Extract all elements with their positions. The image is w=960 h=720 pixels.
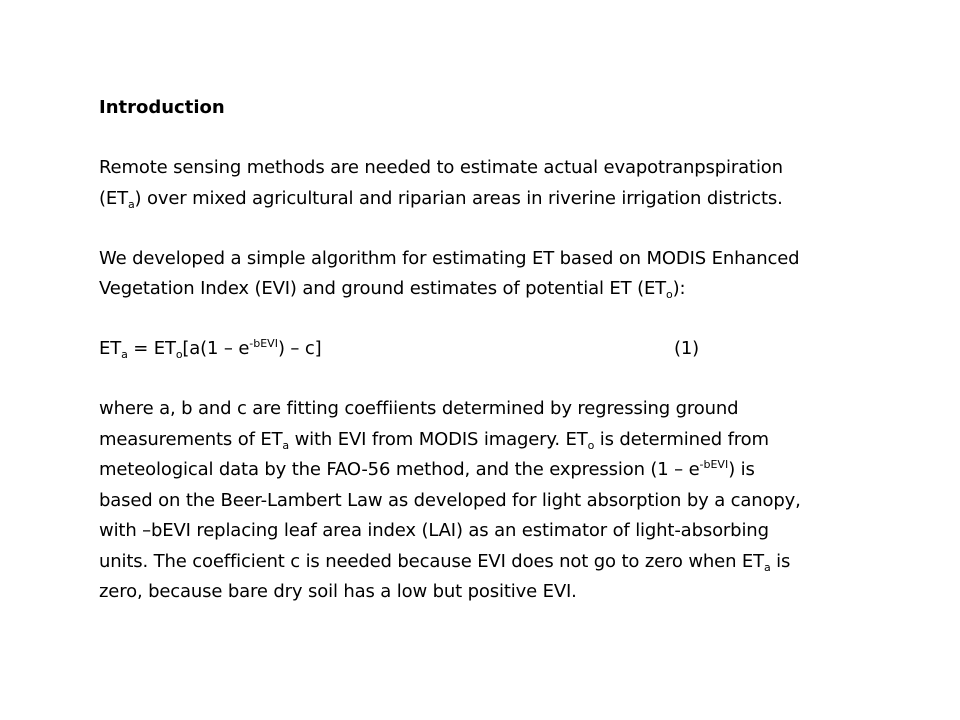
text-run: meteological data by the FAO-56 method, and the expression (1 – e <box>99 459 700 480</box>
text-line <box>99 455 879 486</box>
text-run: measurements of ET <box>99 428 283 450</box>
text-line <box>99 547 879 578</box>
text-line: We developed a simple algorithm for estimating ET based on MODIS Enhanced <box>99 247 800 269</box>
text-body <box>99 93 879 608</box>
subscript: a <box>121 348 128 361</box>
text-run: with EVI from MODIS imagery. ET <box>289 428 588 450</box>
superscript: -bEVI <box>249 337 278 350</box>
text-line: where a, b and c are fitting coeffiients determined by regressing ground <box>99 398 739 419</box>
subscript: o <box>587 438 595 452</box>
spacer <box>99 124 879 154</box>
subscript: a <box>127 197 135 211</box>
text-line <box>99 274 879 305</box>
equation-text: ET <box>99 338 122 359</box>
text-run: (ET <box>99 187 128 209</box>
equation-text: ) – c] <box>277 338 322 359</box>
subscript: a <box>764 560 771 574</box>
subscript: o <box>666 288 673 301</box>
text-line: based on the Beer-Lambert Law as developed for light absorption by a canopy, <box>99 489 801 511</box>
text-run: units. The coefficient c is needed because EVI does not go to zero when ET <box>99 550 764 572</box>
spacer <box>99 214 879 244</box>
paragraph-method <box>99 244 879 305</box>
text-run: Vegetation Index (EVI) and ground estimates of potential ET (ET <box>99 278 667 299</box>
text-run: is determined from <box>594 428 769 450</box>
section-heading: Introduction <box>99 97 225 118</box>
text-run: is <box>770 550 791 572</box>
text-line: zero, because bare dry soil has a low but positive EVI. <box>99 581 577 602</box>
text-line <box>99 184 879 215</box>
text-line: with –bEVI replacing leaf area index (LAI) as an estimator of light-absorbing <box>99 520 769 541</box>
equation-1 <box>99 334 879 365</box>
text-run: ) over mixed agricultural and riparian areas in riverine irrigation districts. <box>134 187 783 209</box>
text-line <box>99 425 879 456</box>
subscript: a <box>282 438 290 452</box>
text-run: ) is <box>728 459 755 480</box>
equation-text: [a(1 – e <box>182 338 250 359</box>
text-line: Remote sensing methods are needed to estimate actual evapotranpspiration <box>99 157 783 178</box>
paragraph-explanation <box>99 394 879 608</box>
superscript: -bEVI <box>699 458 729 471</box>
spacer <box>99 305 879 335</box>
equation-text: = ET <box>127 338 176 359</box>
text-run: ): <box>672 278 686 299</box>
subscript: o <box>175 348 183 361</box>
equation-number: (1) <box>674 338 700 359</box>
spacer <box>99 365 879 395</box>
paragraph-motivation <box>99 153 879 214</box>
